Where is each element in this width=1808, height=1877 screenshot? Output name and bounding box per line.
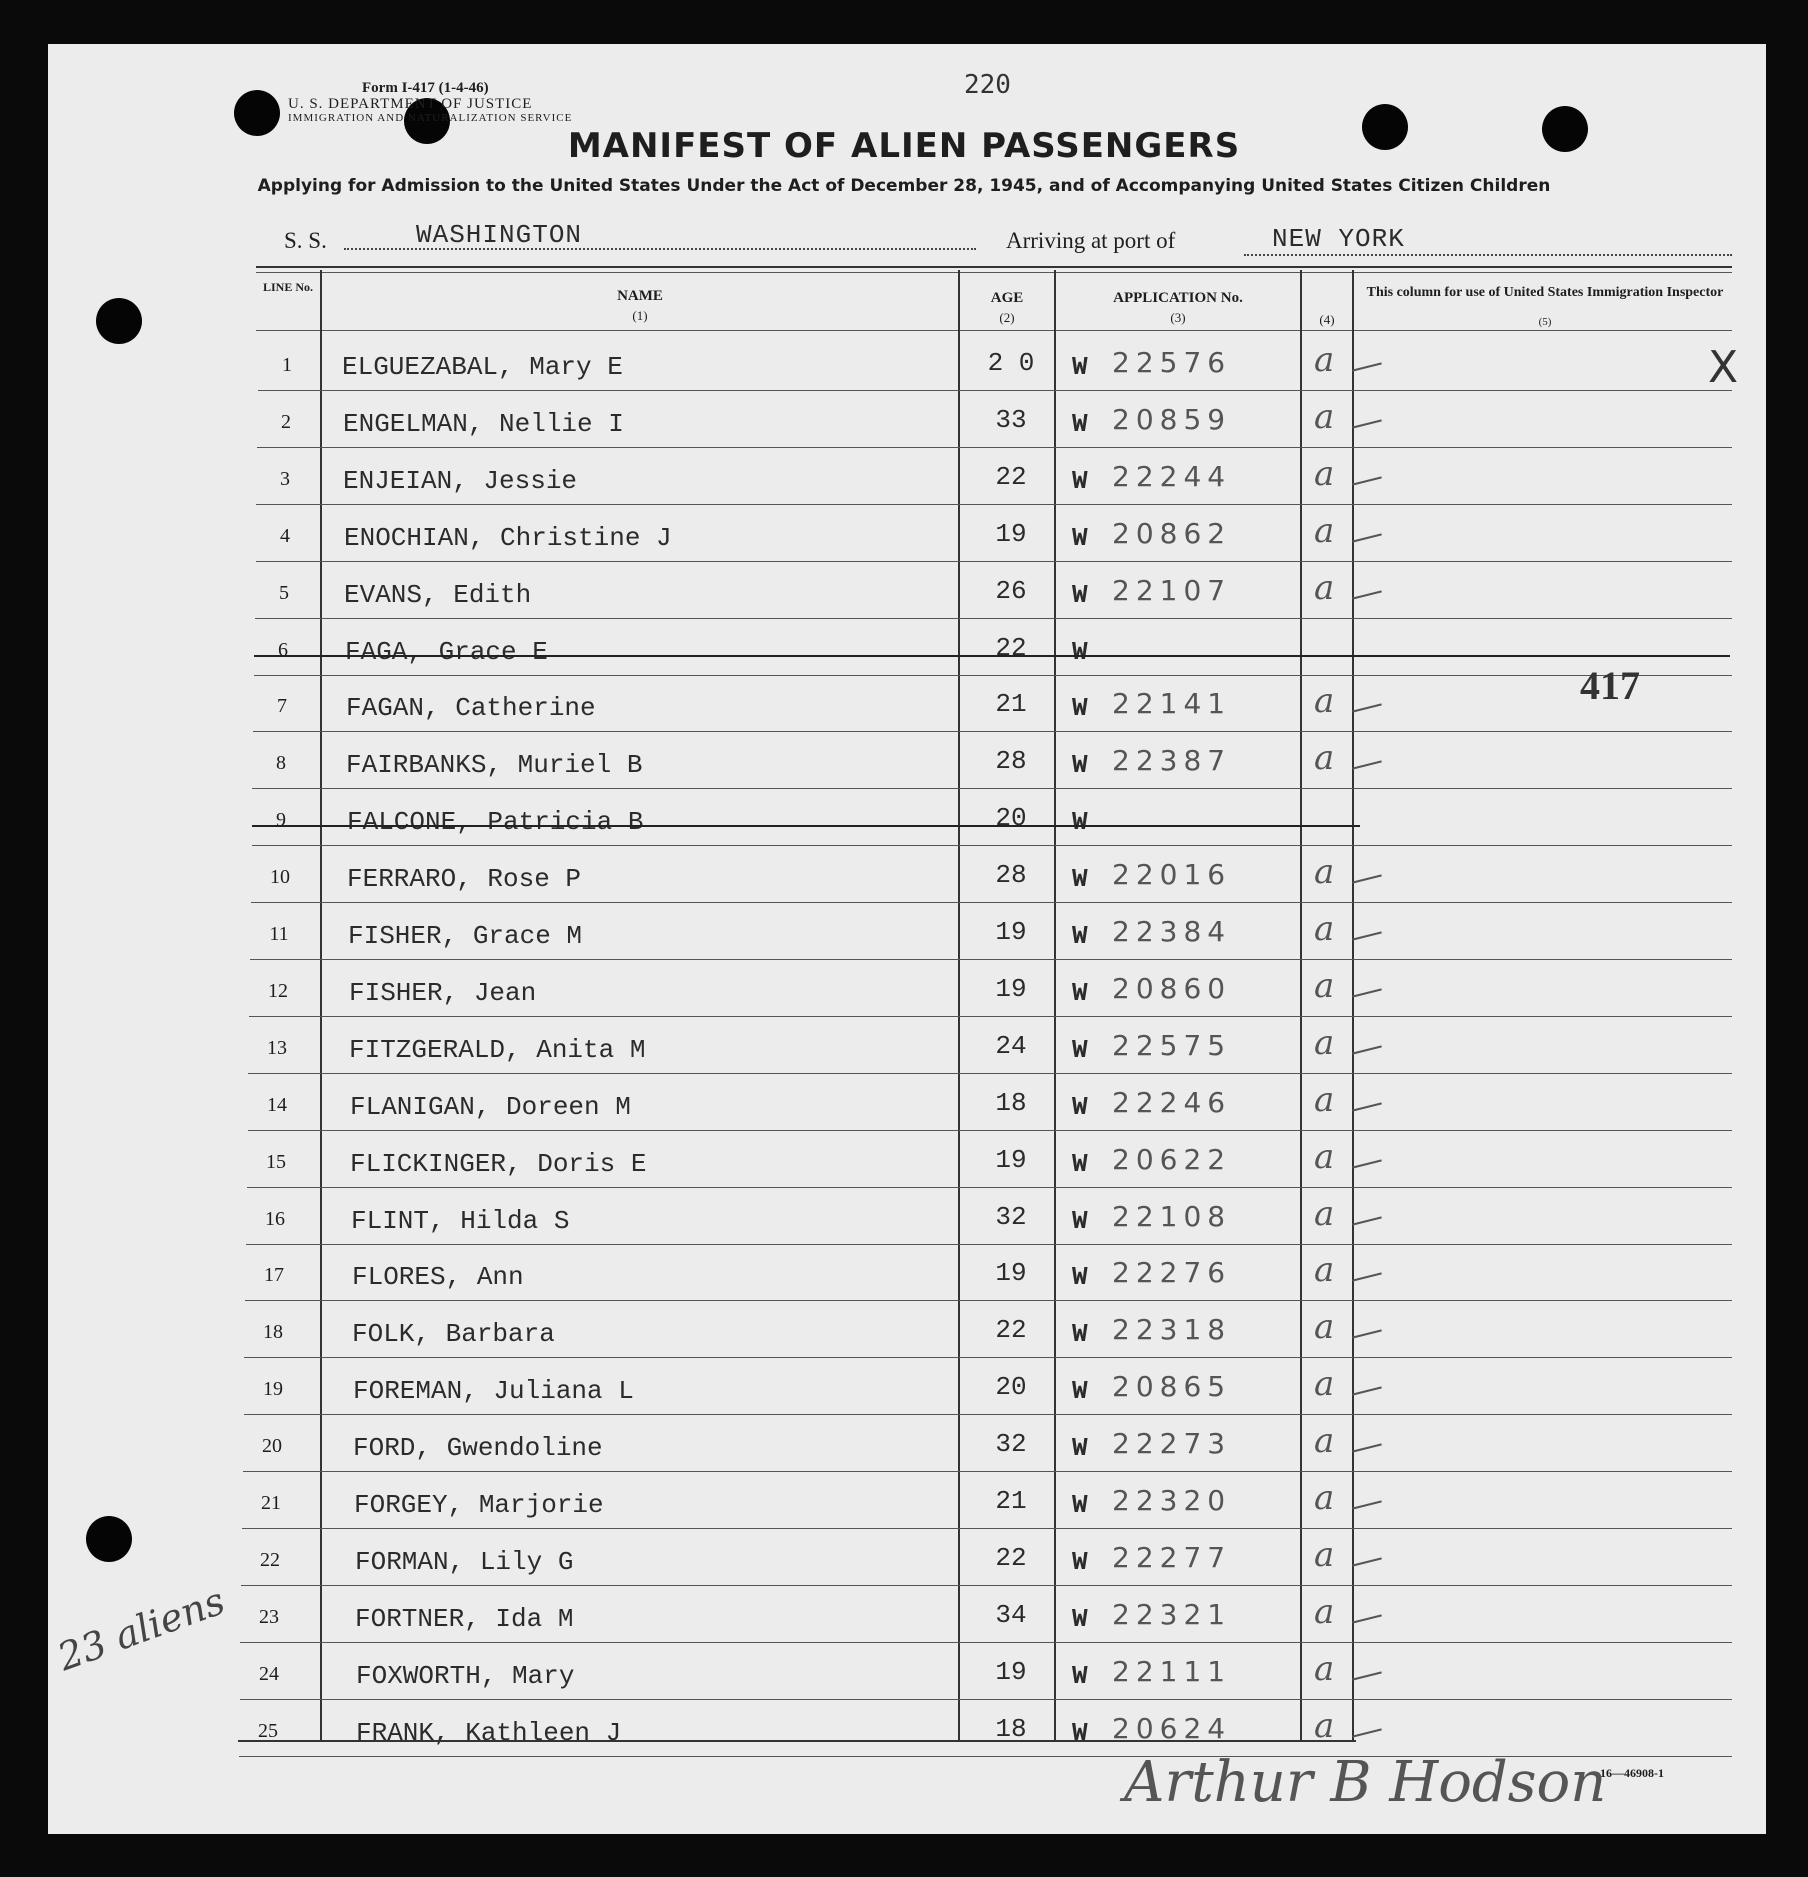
- application-prefix: W: [1072, 580, 1088, 610]
- row-divider: [254, 675, 1732, 676]
- row-divider: [240, 1642, 1732, 1643]
- col4-mark: a: [1314, 568, 1335, 608]
- passenger-age: 26: [995, 576, 1027, 606]
- application-number: 22246: [1112, 1086, 1232, 1119]
- passenger-age: 33: [995, 405, 1027, 435]
- passenger-age: 19: [995, 974, 1027, 1004]
- form-number: Form I-417 (1-4-46): [362, 80, 489, 96]
- passenger-age: 32: [995, 1429, 1027, 1459]
- col4-mark: a: [1314, 1649, 1335, 1689]
- col4-mark: a: [1314, 1194, 1335, 1234]
- punch-hole-6: [86, 1516, 132, 1562]
- line-number: 5: [279, 582, 289, 604]
- col-line-name: [958, 270, 960, 1740]
- passenger-age: 22: [995, 1315, 1027, 1345]
- col4-mark: a: [1314, 852, 1335, 892]
- row-divider: [245, 1300, 1732, 1301]
- application-prefix: W: [1072, 1661, 1088, 1691]
- header-bottom-border: [256, 330, 1732, 331]
- passenger-name: ENJEIAN, Jessie: [343, 466, 578, 496]
- passenger-age: 2 0: [987, 348, 1035, 378]
- application-number: 20624: [1112, 1712, 1232, 1745]
- passenger-name: FLICKINGER, Doris E: [350, 1149, 647, 1179]
- col4-mark: a: [1314, 1421, 1335, 1461]
- line-number: 21: [261, 1492, 281, 1514]
- col4-mark: a: [1314, 966, 1335, 1006]
- application-number: 22108: [1112, 1200, 1232, 1233]
- row-divider: [246, 1244, 1732, 1245]
- passenger-age: 19: [995, 917, 1027, 947]
- passenger-name: ELGUEZABAL, Mary E: [342, 352, 623, 382]
- passenger-age: 18: [995, 1714, 1027, 1744]
- application-prefix: W: [1072, 1092, 1088, 1122]
- total-count-mark: 417: [1580, 663, 1640, 708]
- col-number-application-no: (3): [1170, 310, 1186, 325]
- col4-mark: a: [1314, 738, 1335, 778]
- passenger-name: FOLK, Barbara: [352, 1319, 555, 1349]
- application-prefix: W: [1072, 1376, 1088, 1406]
- col4-mark: a: [1314, 681, 1335, 721]
- inspector-signature: Arthur B Hodson: [1124, 1750, 1607, 1815]
- passenger-age: 24: [995, 1031, 1027, 1061]
- line-number: 12: [268, 980, 288, 1002]
- passenger-name: FORTNER, Ida M: [355, 1604, 574, 1634]
- row-divider: [257, 447, 1732, 448]
- application-number: 22384: [1112, 915, 1232, 948]
- application-number: 22016: [1112, 858, 1232, 891]
- application-number: 20862: [1112, 517, 1232, 550]
- row-divider: [244, 1414, 1732, 1415]
- passenger-name: FALCONE, Patricia B: [347, 807, 644, 837]
- col4-mark: a: [1314, 909, 1335, 949]
- col-header-application-no: APPLICATION No.: [1113, 290, 1243, 306]
- line-number: 24: [259, 1663, 279, 1685]
- passenger-name: FLORES, Ann: [352, 1262, 524, 1292]
- col-number-name: (1): [632, 308, 648, 323]
- passenger-name: FOREMAN, Juliana L: [353, 1376, 634, 1406]
- passenger-age: 19: [995, 1145, 1027, 1175]
- passenger-name: FORD, Gwendoline: [353, 1433, 603, 1463]
- row-divider: [244, 1357, 1732, 1358]
- row-divider: [243, 1471, 1732, 1472]
- application-prefix: W: [1072, 1206, 1088, 1236]
- application-prefix: W: [1072, 523, 1088, 553]
- row-divider: [252, 845, 1732, 846]
- table-bottom-border: [238, 1740, 1356, 1742]
- line-number: 25: [258, 1720, 278, 1742]
- row-divider: [248, 1130, 1732, 1131]
- passenger-age: 28: [995, 860, 1027, 890]
- col-number-inspector: (5): [1538, 316, 1552, 328]
- application-prefix: W: [1072, 466, 1088, 496]
- line-number: 19: [263, 1378, 283, 1400]
- row-divider: [253, 731, 1732, 732]
- application-prefix: W: [1072, 978, 1088, 1008]
- line-number: 18: [263, 1321, 283, 1343]
- line-number: 8: [276, 752, 286, 774]
- application-prefix: W: [1072, 1718, 1088, 1748]
- col4-mark: a: [1314, 1364, 1335, 1404]
- application-prefix: W: [1072, 1547, 1088, 1577]
- passenger-name: FAGAN, Catherine: [346, 693, 596, 723]
- col-line-app: [1300, 270, 1302, 1740]
- application-number: 20622: [1112, 1143, 1232, 1176]
- col-line-col4: [1352, 270, 1354, 1740]
- line-number: 11: [269, 923, 289, 945]
- application-prefix: W: [1072, 750, 1088, 780]
- col-header-line-no: LINE No.: [262, 280, 313, 294]
- application-number: 22273: [1112, 1427, 1232, 1460]
- row-divider: [256, 561, 1732, 562]
- col4-mark: a: [1314, 511, 1335, 551]
- passenger-age: 22: [995, 633, 1027, 663]
- application-prefix: W: [1072, 1433, 1088, 1463]
- page-subtitle: Applying for Admission to the United States Under the Act of December 28, 1945, and of Accompanying United States Citizen Children: [257, 176, 1551, 196]
- application-prefix: W: [1072, 1149, 1088, 1179]
- application-number: 22387: [1112, 744, 1232, 777]
- col-line-line-no: [320, 270, 322, 1740]
- application-prefix: W: [1072, 921, 1088, 951]
- application-number: 22575: [1112, 1029, 1232, 1062]
- passenger-age: 22: [995, 1543, 1027, 1573]
- application-prefix: W: [1072, 1035, 1088, 1065]
- line-number: 4: [280, 525, 290, 547]
- row-divider: [250, 959, 1732, 960]
- passenger-name: FORMAN, Lily G: [355, 1547, 574, 1577]
- passenger-name: FITZGERALD, Anita M: [349, 1035, 646, 1065]
- application-prefix: W: [1072, 1319, 1088, 1349]
- application-number: 22277: [1112, 1541, 1232, 1574]
- port-label: Arriving at port of: [1006, 228, 1176, 253]
- line-number: 2: [281, 411, 291, 433]
- line-number: 9: [276, 809, 286, 831]
- passenger-age: 21: [995, 689, 1027, 719]
- line-number: 10: [270, 866, 290, 888]
- row-divider: [256, 504, 1732, 505]
- col4-mark: a: [1314, 1137, 1335, 1177]
- passenger-name: EVANS, Edith: [344, 580, 532, 610]
- port-name-line: [1244, 254, 1732, 256]
- row-divider: [242, 1528, 1732, 1529]
- col4-mark: a: [1314, 454, 1335, 494]
- row-divider: [249, 1016, 1732, 1017]
- line-number: 13: [267, 1037, 287, 1059]
- passenger-age: 28: [995, 746, 1027, 776]
- col-line-age: [1054, 270, 1056, 1740]
- application-number: 20859: [1112, 403, 1232, 436]
- passenger-age: 18: [995, 1088, 1027, 1118]
- row-divider: [255, 618, 1732, 619]
- table-top-border: [256, 266, 1732, 268]
- row-divider: [247, 1187, 1732, 1188]
- col4-mark: a: [1314, 340, 1335, 380]
- application-number: 20860: [1112, 972, 1232, 1005]
- application-number: 22141: [1112, 687, 1232, 720]
- page-number: 220: [964, 70, 1011, 100]
- passenger-name: FAGA, Grace E: [345, 637, 548, 667]
- application-prefix: W: [1072, 864, 1088, 894]
- application-number: 22111: [1112, 1655, 1232, 1688]
- col4-mark: a: [1314, 1478, 1335, 1518]
- application-prefix: W: [1072, 1604, 1088, 1634]
- inspector-x-mark: X: [1708, 342, 1739, 393]
- col4-mark: a: [1314, 1307, 1335, 1347]
- passenger-age: 34: [995, 1600, 1027, 1630]
- col4-mark: a: [1314, 1535, 1335, 1575]
- col-header-inspector: This column for use of United States Immigration Inspector: [1366, 285, 1724, 300]
- ship-name: WASHINGTON: [416, 220, 583, 250]
- application-prefix: W: [1072, 693, 1088, 723]
- passenger-age: 19: [995, 1657, 1027, 1687]
- application-prefix: W: [1072, 409, 1088, 439]
- col-header-name: NAME: [617, 288, 663, 304]
- application-prefix: W: [1072, 352, 1088, 382]
- passenger-name: FRANK, Kathleen J: [356, 1718, 622, 1748]
- application-number: 22107: [1112, 574, 1232, 607]
- application-number: 22276: [1112, 1256, 1232, 1289]
- port-name: NEW YORK: [1272, 224, 1405, 254]
- margin-note: 23 aliens: [52, 1578, 231, 1680]
- col-number-col4: (4): [1319, 312, 1335, 327]
- line-number: 20: [262, 1435, 282, 1457]
- line-number: 14: [267, 1094, 287, 1116]
- passenger-age: 22: [995, 462, 1027, 492]
- passenger-age: 32: [995, 1202, 1027, 1232]
- strike-through-line: [254, 655, 1730, 657]
- row-divider: [252, 788, 1732, 789]
- line-number: 16: [265, 1208, 285, 1230]
- row-divider: [258, 390, 1732, 391]
- passenger-name: FOXWORTH, Mary: [356, 1661, 575, 1691]
- application-number: 22576: [1112, 346, 1232, 379]
- application-number: 20865: [1112, 1370, 1232, 1403]
- application-prefix: W: [1072, 637, 1088, 667]
- passenger-name: ENGELMAN, Nellie I: [343, 409, 624, 439]
- passenger-age: 20: [995, 1372, 1027, 1402]
- passenger-age: 19: [995, 1258, 1027, 1288]
- line-number: 3: [280, 468, 290, 490]
- application-number: 22320: [1112, 1484, 1232, 1517]
- application-number: 22318: [1112, 1313, 1232, 1346]
- passenger-name: FAIRBANKS, Muriel B: [346, 750, 643, 780]
- passenger-name: FERRARO, Rose P: [347, 864, 582, 894]
- service-name: IMMIGRATION AND NATURALIZATION SERVICE: [288, 112, 573, 124]
- application-prefix: W: [1072, 1490, 1088, 1520]
- passenger-age: 20: [995, 803, 1027, 833]
- col4-mark: a: [1314, 1023, 1335, 1063]
- line-number: 6: [278, 639, 288, 661]
- application-prefix: W: [1072, 1262, 1088, 1292]
- passenger-age: 19: [995, 519, 1027, 549]
- row-divider: [248, 1073, 1732, 1074]
- line-number: 22: [260, 1549, 280, 1571]
- col-header-age: AGE: [990, 290, 1024, 306]
- col-number-age: (2): [999, 310, 1015, 325]
- line-number: 23: [259, 1606, 279, 1628]
- col4-mark: a: [1314, 1080, 1335, 1120]
- application-prefix: W: [1072, 807, 1088, 837]
- passenger-name: FLINT, Hilda S: [351, 1206, 570, 1236]
- col4-mark: a: [1314, 1592, 1335, 1632]
- table-top-border-inner: [256, 272, 1732, 273]
- strike-through-line: [252, 825, 1360, 827]
- application-number: 22321: [1112, 1598, 1232, 1631]
- row-divider: [241, 1585, 1732, 1586]
- line-number: 17: [264, 1264, 284, 1286]
- punch-hole-5: [96, 298, 142, 344]
- passenger-name: FORGEY, Marjorie: [354, 1490, 604, 1520]
- application-number: 22244: [1112, 460, 1232, 493]
- passenger-name: FLANIGAN, Doreen M: [350, 1092, 631, 1122]
- ss-label: S. S.: [284, 228, 327, 253]
- line-number: 7: [277, 695, 287, 717]
- row-divider: [251, 902, 1732, 903]
- col4-mark: a: [1314, 397, 1335, 437]
- row-divider: [240, 1699, 1732, 1700]
- passenger-name: ENOCHIAN, Christine J: [344, 523, 672, 553]
- line-number: 15: [266, 1151, 286, 1173]
- passenger-age: 21: [995, 1486, 1027, 1516]
- form-code: 16—46908-1: [1600, 1766, 1664, 1780]
- line-number: 1: [282, 354, 292, 376]
- col4-mark: a: [1314, 1706, 1335, 1746]
- page-title: MANIFEST OF ALIEN PASSENGERS: [567, 126, 1241, 166]
- passenger-name: FISHER, Jean: [349, 978, 537, 1008]
- col4-mark: a: [1314, 1250, 1335, 1290]
- department-name: U. S. DEPARTMENT OF JUSTICE: [288, 96, 533, 112]
- ship-name-line: [344, 248, 976, 250]
- passenger-name: FISHER, Grace M: [348, 921, 583, 951]
